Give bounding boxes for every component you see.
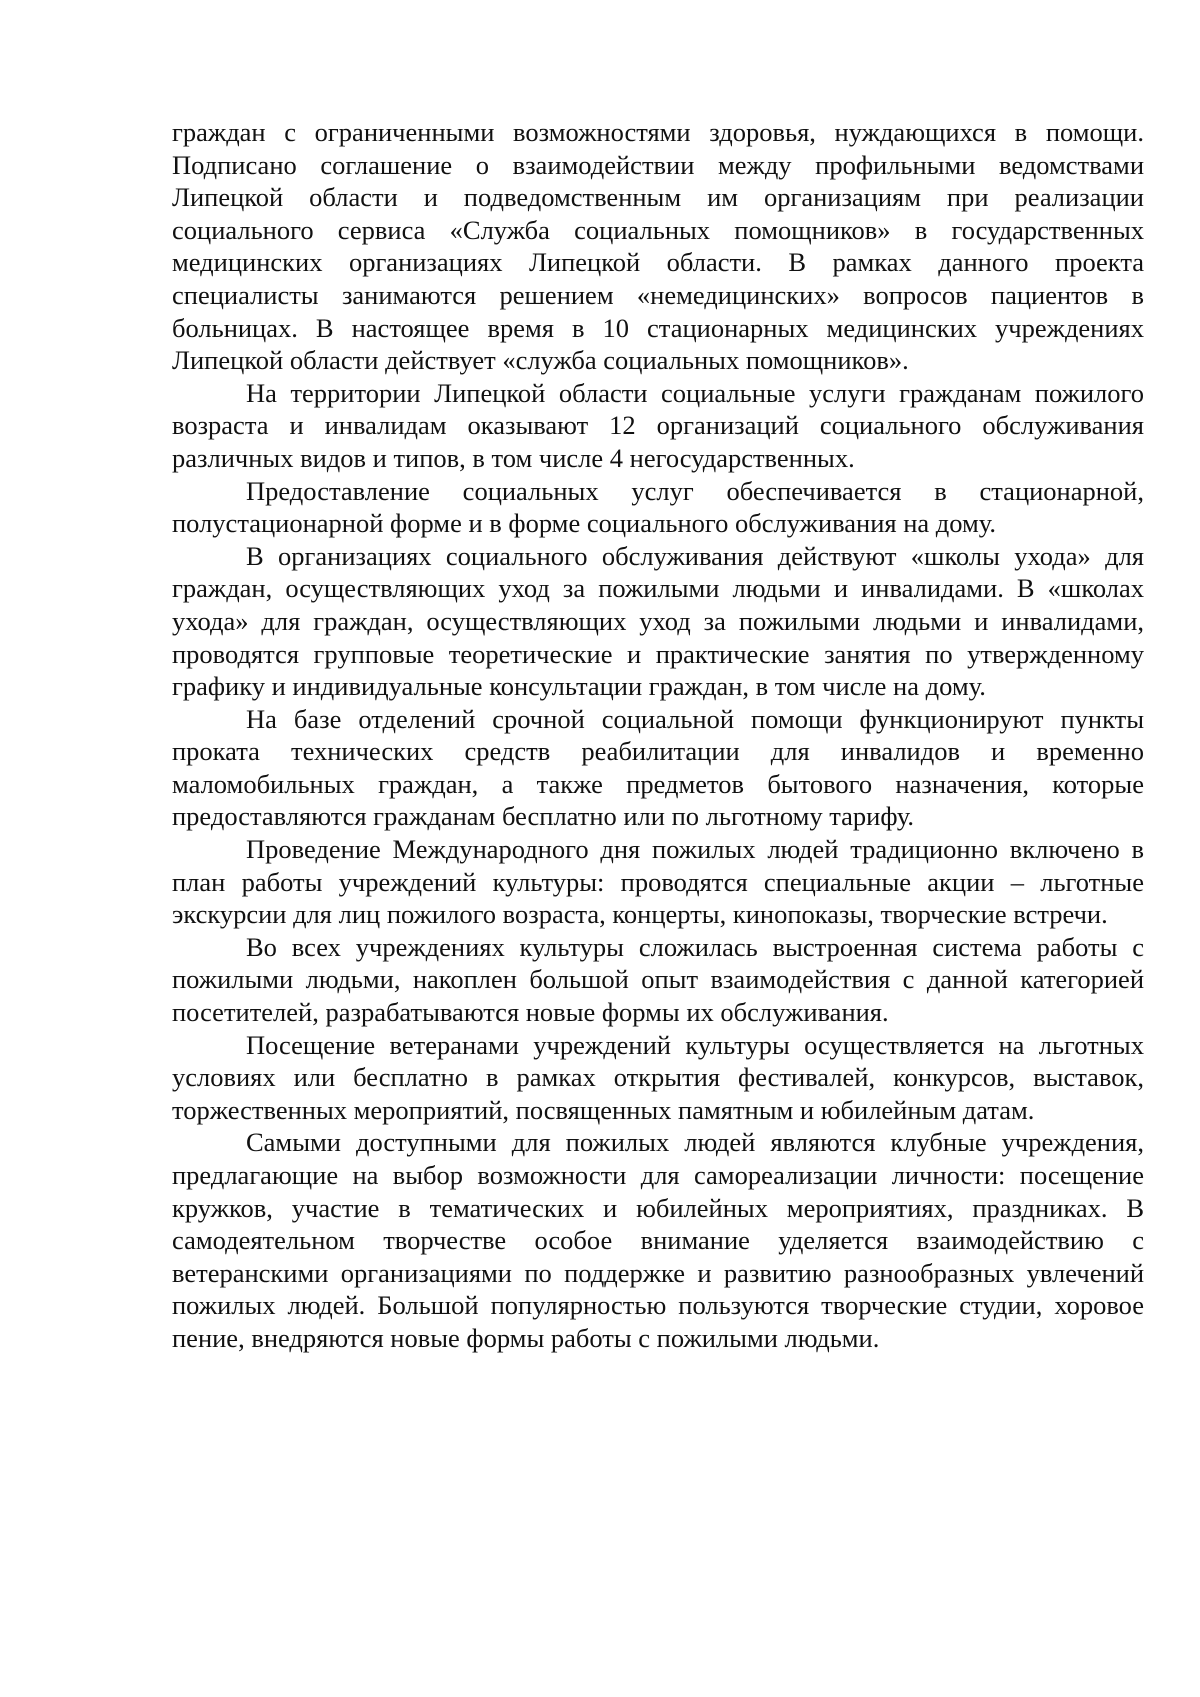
paragraph-continued: граждан с ограниченными возможностями здоровья, нуждающихся в помощи. Подписано соглашение о взаимодействии между профильными ведомствами Липецкой области и подведомственным им организациям при реализации социального сервиса «Служба социальных помощников» в государственных медицинских организациях Липецкой области. В рамках данного проекта специалисты занимаются решением «немедицинских» вопросов пациентов в больницах. В настоящее время в 10 стационарных медицинских учреждениях Липецкой области действует «служба социальных помощников».: [172, 117, 1144, 376]
paragraph: Проведение Международного дня пожилых людей традиционно включено в план работы учреждений культуры: проводятся специальные акции – льготные экскурсии для лиц пожилого возраста, концерты, кинопоказы, творческие встречи.: [172, 834, 1144, 930]
document-body: [172, 116, 1144, 1355]
paragraph: Предоставление социальных услуг обеспечивается в стационарной, полустационарной форме и в форме социального обслуживания на дому.: [172, 475, 1144, 539]
paragraph: Посещение ветеранами учреждений культуры осуществляется на льготных условиях или бесплатно в рамках открытия фестивалей, конкурсов, выставок, торжественных мероприятий, посвященных памятным и юбилейным датам.: [172, 1029, 1144, 1125]
paragraph: Самыми доступными для пожилых людей являются клубные учреждения, предлагающие на выбор возможности для самореализации личности: посещение кружков, участие в тематических и юбилейных мероприятиях, праздниках. В самодеятельном творчестве особое внимание уделяется взаимодействию с ветеранскими организациями по поддержке и развитию разнообразных увлечений пожилых людей. Большой популярностью пользуются творческие студии, хоровое пение, внедряются новые формы работы с пожилыми людьми.: [172, 1127, 1144, 1353]
paragraph: Во всех учреждениях культуры сложилась выстроенная система работы с пожилыми людьми, накоплен большой опыт взаимодействия с данной категорией посетителей, разрабатываются новые формы их обслуживания.: [172, 931, 1144, 1028]
paragraph: На базе отделений срочной социальной помощи функционируют пункты проката технических средств реабилитации для инвалидов и временно маломобильных граждан, а также предметов бытового назначения, которые предоставляются гражданам бесплатно или по льготному тарифу.: [172, 703, 1144, 832]
paragraph: На территории Липецкой области социальные услуги гражданам пожилого возраста и инвалидам оказывают 12 организаций социального обслуживания различных видов и типов, в том числе 4 негосударственных.: [172, 377, 1144, 473]
paragraph: В организациях социального обслуживания действуют «школы ухода» для граждан, осуществляющих уход за пожилыми людьми и инвалидами. В «школах ухода» для граждан, осуществляющих уход за пожилыми людьми и инвалидами, проводятся групповые теоретические и практические занятия по утвержденному графику и индивидуальные консультации граждан, в том числе на дому.: [172, 540, 1144, 702]
